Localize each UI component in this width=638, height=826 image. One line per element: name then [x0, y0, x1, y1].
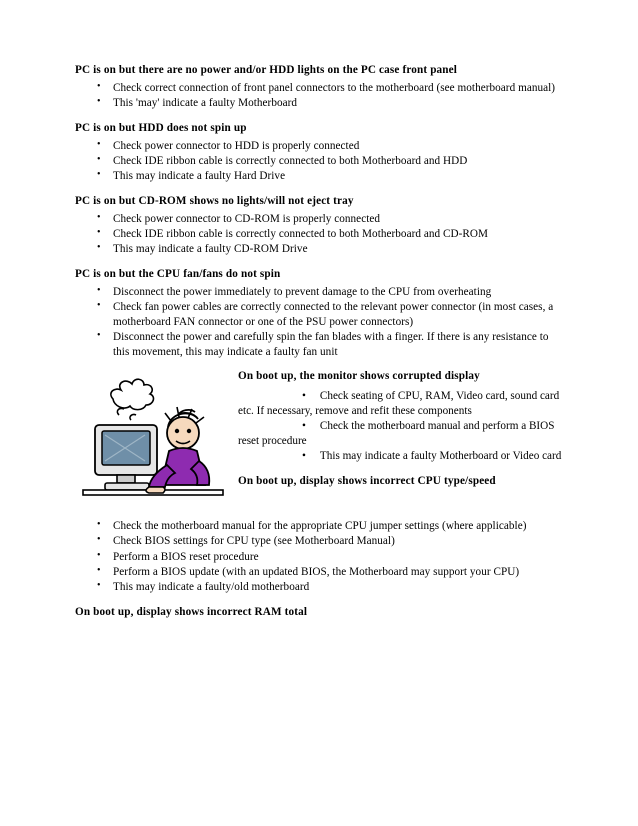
section-heading-cpu-fan-no-spin: PC is on but the CPU fan/fans do not spin [75, 267, 281, 280]
list-item: • Perform a BIOS update (with an updated BIOS, the Motherboard may support your CPU) [75, 565, 565, 580]
bullet-list-hdd-no-spin [75, 139, 565, 184]
list-item: • This 'may' indicate a faulty Motherboard [75, 96, 565, 111]
section-heading-cdrom-no-lights: PC is on but CD-ROM shows no lights/will not eject tray [75, 194, 354, 207]
list-item: • Check seating of CPU, RAM, Video card, sound card etc. If necessary, remove and refit these components [238, 390, 560, 417]
document-body [75, 63, 565, 623]
list-item-text: This may indicate a faulty Motherboard or Video card [319, 449, 562, 462]
list-item-text: Check the motherboard manual and perform a BIOS reset procedure [238, 420, 555, 447]
bullet-list-cpu-fan-no-spin [75, 285, 565, 359]
list-item: • Check correct connection of front panel connectors to the motherboard (see motherboard manual) [75, 81, 565, 96]
list-item-text: Check seating of CPU, RAM, Video card, sound card etc. If necessary, remove and refit these components [238, 390, 560, 417]
list-item: • Disconnect the power and carefully spin the fan blades with a finger. If there is any resistance to this movement, this may indicate a faulty fan unit [75, 330, 565, 359]
section-heading-hdd-no-spin: PC is on but HDD does not spin up [75, 121, 247, 134]
list-item: • This may indicate a faulty CD-ROM Drive [75, 242, 565, 257]
bullet-list-cdrom-no-lights [75, 212, 565, 257]
list-item: • Check IDE ribbon cable is correctly connected to both Motherboard and HDD [75, 154, 565, 169]
list-item: • Check the motherboard manual and perform a BIOS reset procedure [238, 420, 555, 447]
corrupted-display-section [75, 369, 565, 519]
section-heading-cpu-type-speed: On boot up, display shows incorrect CPU type/speed [238, 474, 496, 487]
bullet-list-cpu-type-speed [75, 519, 565, 594]
section-heading-incorrect-ram-total: On boot up, display shows incorrect RAM total [75, 605, 308, 618]
bullet-list-front-panel-lights [75, 81, 565, 111]
list-item: • This may indicate a faulty Motherboard or Video card [302, 449, 562, 462]
bullet-list-corrupted-display [75, 389, 565, 463]
list-item: • Check fan power cables are correctly connected to the relevant power connector (in most cases, a motherboard FAN connector or one of the PSU power connectors) [75, 300, 565, 329]
list-item: • This may indicate a faulty/old motherboard [75, 580, 565, 595]
list-item: • Check power connector to CD-ROM is properly connected [75, 212, 565, 227]
list-item: • Check power connector to HDD is properly connected [75, 139, 565, 154]
list-item: • Check BIOS settings for CPU type (see Motherboard Manual) [75, 534, 565, 549]
section-heading-corrupted-display: On boot up, the monitor shows corrupted display [238, 370, 480, 383]
section-heading-front-panel-lights: PC is on but there are no power and/or HDD lights on the PC case front panel [75, 64, 458, 76]
list-item: • Check IDE ribbon cable is correctly connected to both Motherboard and CD-ROM [75, 227, 565, 242]
list-item: • Disconnect the power immediately to prevent damage to the CPU from overheating [75, 285, 565, 300]
list-item: • Perform a BIOS reset procedure [75, 550, 565, 565]
list-item: • This may indicate a faulty Hard Drive [75, 169, 565, 184]
list-item: • Check the motherboard manual for the appropriate CPU jumper settings (where applicable) [75, 519, 565, 534]
